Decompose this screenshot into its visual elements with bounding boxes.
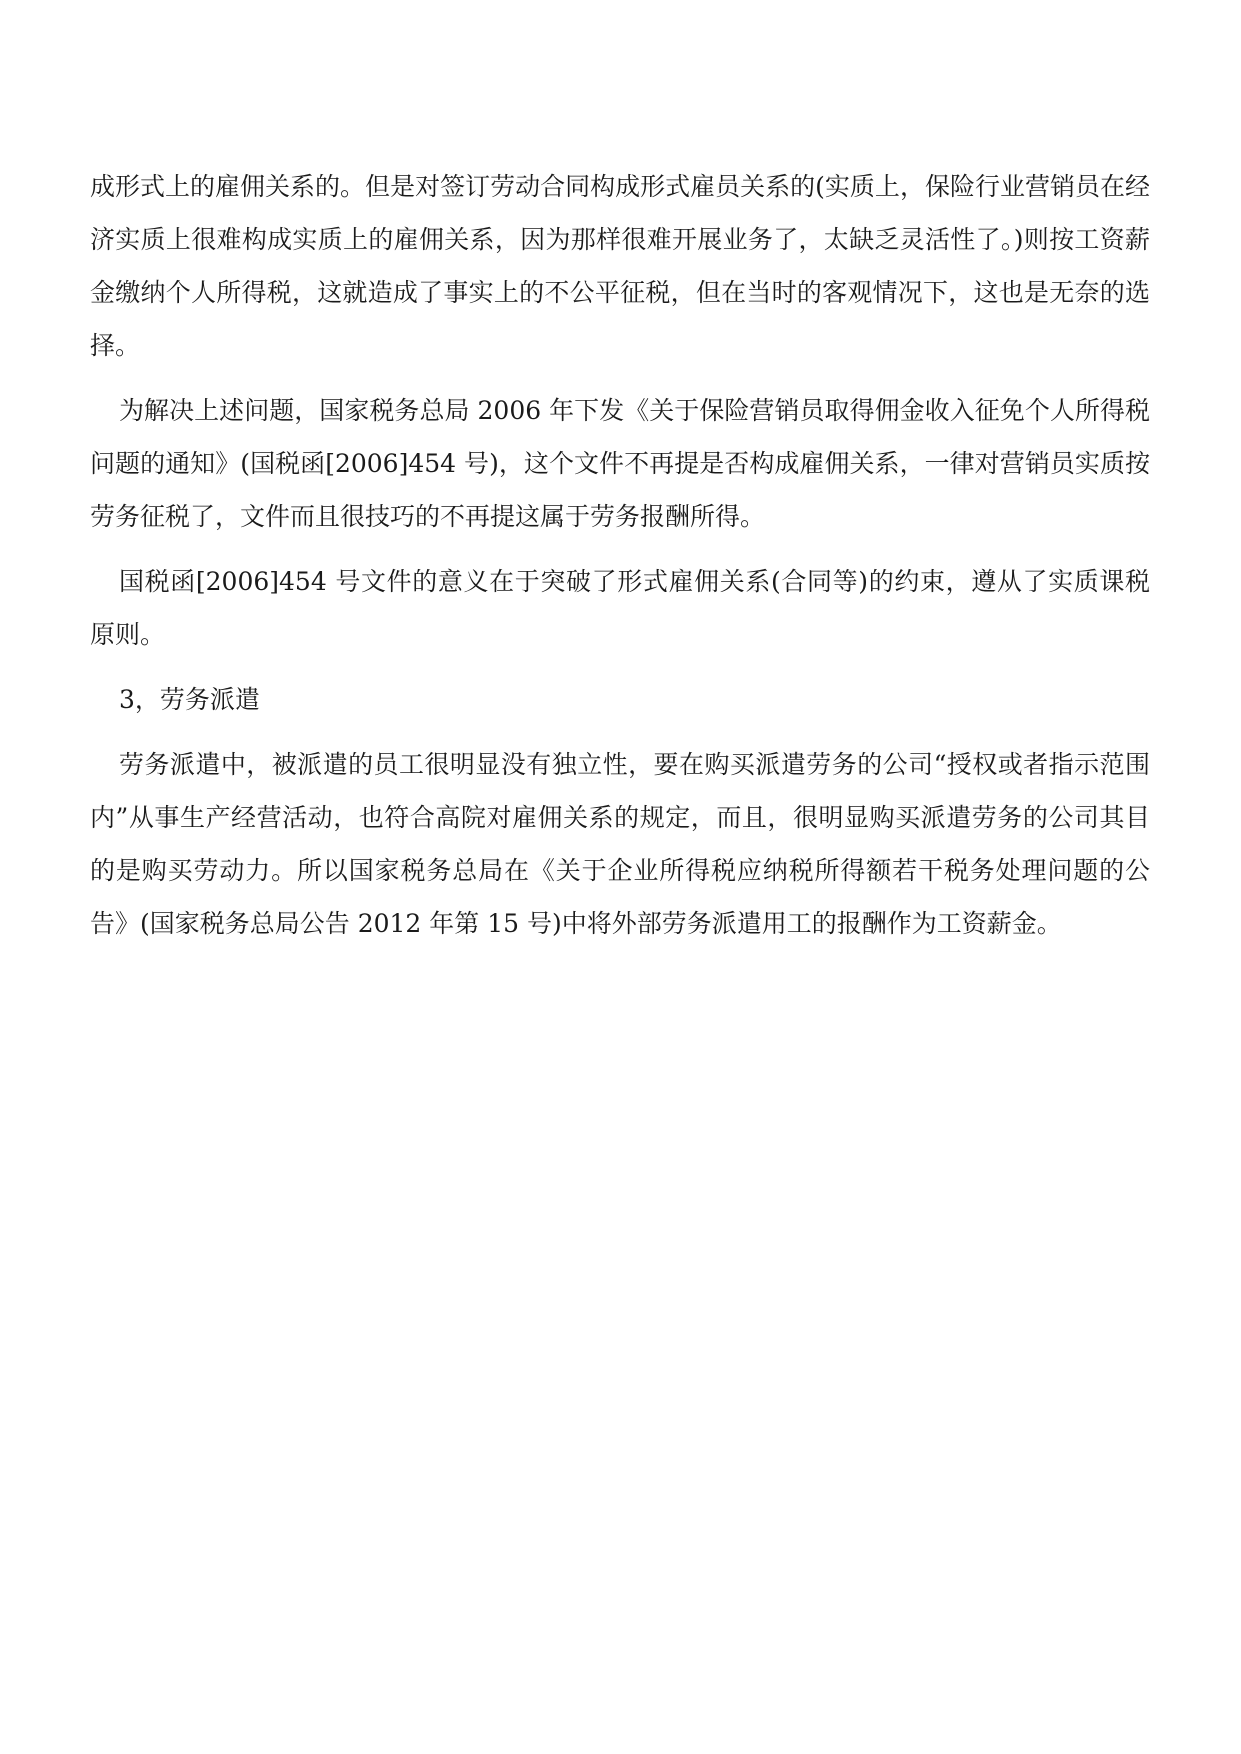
- paragraph-continuation: 成形式上的雇佣关系的。但是对签订劳动合同构成形式雇员关系的(实质上，保险行业营销员在经济实质上很难构成实质上的雇佣关系，因为那样很难开展业务了，太缺乏灵活性了。)则按工资薪金缴纳个人所得税，这就造成了事实上的不公平征税，但在当时的客观情况下，这也是无奈的选择。: [90, 172, 1150, 360]
- section-heading-labor-dispatch: 3，劳务派遣: [119, 685, 260, 714]
- paragraph-notice-2006: 为解决上述问题，国家税务总局 2006 年下发《关于保险营销员取得佣金收入征免个人所得税问题的通知》(国税函[2006]454 号)，这个文件不再提是否构成雇佣关系，一律对营销员实质按劳务征税了，文件而且很技巧的不再提这属于劳务报酬所得。: [90, 396, 1150, 531]
- paragraph-significance: 国税函[2006]454 号文件的意义在于突破了形式雇佣关系(合同等)的约束，遵从了实质课税原则。: [90, 567, 1150, 649]
- document-body: [90, 160, 1150, 962]
- paragraph-labor-dispatch: 劳务派遣中，被派遣的员工很明显没有独立性，要在购买派遣劳务的公司“授权或者指示范围内”从事生产经营活动，也符合高院对雇佣关系的规定，而且，很明显购买派遣劳务的公司其目的是购买劳动力。所以国家税务总局在《关于企业所得税应纳税所得额若干税务处理问题的公告》(国家税务总局公告 2012 年第 15 号)中将外部劳务派遣用工的报酬作为工资薪金。: [90, 750, 1150, 938]
